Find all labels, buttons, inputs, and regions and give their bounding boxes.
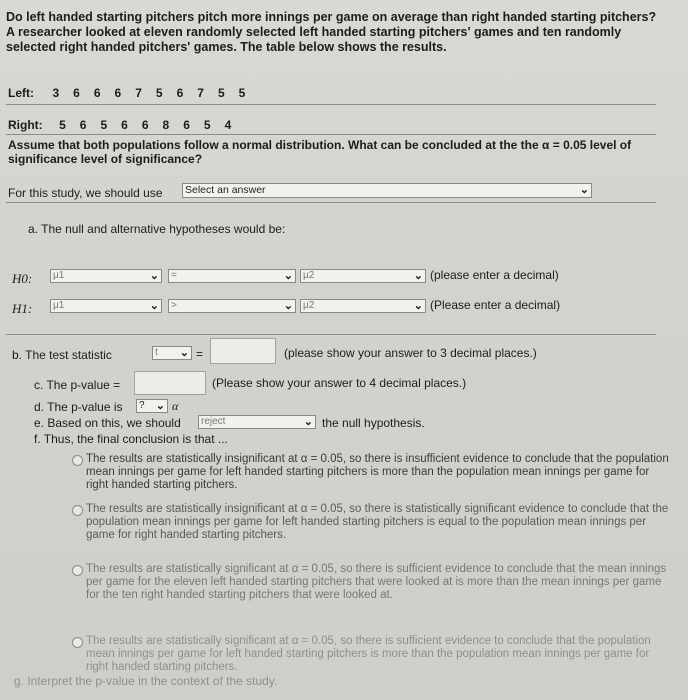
part-a-label: a. The null and alternative hypotheses would be: [28,222,286,236]
value-cell: 6 [176,86,184,100]
value-cell: 4 [224,118,232,132]
h1-operator-select[interactable] [168,299,296,313]
h0-param1-value: μ1 [53,270,65,281]
chevron-down-icon: ⌄ [413,300,423,312]
divider [6,104,656,105]
value-cell: 8 [162,118,170,132]
chevron-down-icon: ⌄ [155,400,165,412]
h0-operator-value: = [171,270,177,281]
h1-hint: (Please enter a decimal) [430,298,561,312]
chevron-down-icon: ⌄ [179,347,189,359]
h1-param2-value: μ2 [303,300,315,311]
chevron-down-icon: ⌄ [413,270,423,282]
value-cell: 6 [93,86,101,100]
value-cell: 6 [114,86,122,100]
conclusion-option-4[interactable]: The results are statistically significant at α = 0.05, so there is sufficient evidence to conclude that the population mean innings per game for left handed starting pitchers is more than the population mean innings per game for right handed starting pitchers. [86,635,651,673]
part-f-label: f. Thus, the final conclusion is that ... [34,432,228,446]
p-value-compare-select[interactable] [136,399,168,413]
divider [6,134,656,135]
chevron-down-icon: ⌄ [149,300,159,312]
value-cell: 6 [141,118,149,132]
part-g-label: g. Interpret the p-value in the context of the study. [14,674,278,688]
conclusion-option-2-radio[interactable] [72,505,83,516]
value-cell: 5 [100,118,108,132]
right-label: Right: [8,118,43,132]
chevron-down-icon: ⌄ [303,416,313,428]
conclusion-option-1[interactable]: The results are statistically insignificant at α = 0.05, so there is insufficient evidence to conclude that the population mean innings per game for left handed starting pitchers is more than the population mean innings per game for right handed starting pitchers. [86,453,669,491]
h0-symbol: H0: [12,271,33,286]
h1-symbol: H1: [12,301,33,316]
h0-param2-value: μ2 [303,270,315,281]
study-label: For this study, we should use [8,186,163,200]
h1-operator-value: > [171,300,177,311]
value-cell: 7 [197,86,204,100]
h0-hint: (please enter a decimal) [430,268,559,282]
divider [6,202,656,203]
part-c-label: c. The p-value = [34,378,121,392]
decision-value: reject [201,416,226,427]
part-e-label: e. Based on this, we should [34,416,181,430]
h0-param2-select[interactable] [300,269,426,283]
right-values [59,118,245,132]
equals-sign: = [196,347,204,361]
chevron-down-icon: ⌄ [149,270,159,282]
conclusion-option-2[interactable]: The results are statistically insignificant at α = 0.05, so there is statistically significant evidence to conclude that the population mean innings per game for left handed starting pitchers is equal to the population mean innings per game for right handed starting pitchers. [86,503,669,541]
h0-operator-select[interactable] [168,269,296,283]
p-value-input[interactable] [134,371,206,395]
left-row [8,84,259,102]
conclusion-option-3[interactable]: The results are statistically significant at α = 0.05, so there is sufficient evidence to conclude that the mean innings per game for the eleven left handed starting pitchers that were looked at is more than the mean innings per game for the ten right handed starting pitchers that were looked at. [86,563,667,601]
study-select-value: Select an answer [185,184,266,196]
value-cell: 3 [52,86,60,100]
h1-param1-value: μ1 [53,300,65,311]
test-statistic-select[interactable] [152,346,192,360]
chevron-down-icon: ⌄ [283,270,293,282]
alpha-symbol: α [172,399,179,413]
h1-param1-select[interactable] [50,299,162,313]
h0-param1-select[interactable] [50,269,162,283]
p-value-compare-value: ? [139,400,145,411]
part-b-label: b. The test statistic [12,348,112,362]
value-cell: 6 [73,86,80,100]
part-d-label: d. The p-value is [34,400,123,414]
conclusion-option-1-radio[interactable] [72,455,83,466]
conclusion-option-3-radio[interactable] [72,565,83,576]
decision-select[interactable] [198,415,316,429]
value-cell: 5 [238,86,246,100]
study-select[interactable] [182,183,592,198]
value-cell: 5 [59,118,66,132]
left-values [52,86,259,100]
right-row [8,116,245,134]
value-cell: 6 [79,118,87,132]
value-cell: 7 [135,86,142,100]
value-cell: 6 [121,118,128,132]
conclusion-option-4-radio[interactable] [72,637,83,648]
left-label: Left: [8,86,34,100]
value-cell: 6 [183,118,190,132]
divider [6,334,656,335]
assumption-text: Assume that both populations follow a normal distribution. What can be concluded at the the α = 0.05 level of significance level of significance? [8,138,632,166]
part-b-hint: (please show your answer to 3 decimal places.) [284,346,537,360]
part-c-hint: (Please show your answer to 4 decimal places.) [212,376,467,390]
chevron-down-icon: ⌄ [283,300,293,312]
h1-param2-select[interactable] [300,299,426,313]
value-cell: 5 [217,86,225,100]
test-statistic-input[interactable] [210,338,276,364]
question-text: Do left handed starting pitchers pitch more innings per game on average than right handed starting pitchers? A researcher looked at eleven randomly selected left handed starting pitchers' games and ten randomly selected right handed pitchers' games. The table below shows the results. [6,10,657,54]
test-statistic-value: t [155,347,158,358]
value-cell: 5 [203,118,211,132]
part-e-suffix: the null hypothesis. [322,416,425,430]
chevron-down-icon: ⌄ [579,184,589,196]
value-cell: 5 [155,86,163,100]
